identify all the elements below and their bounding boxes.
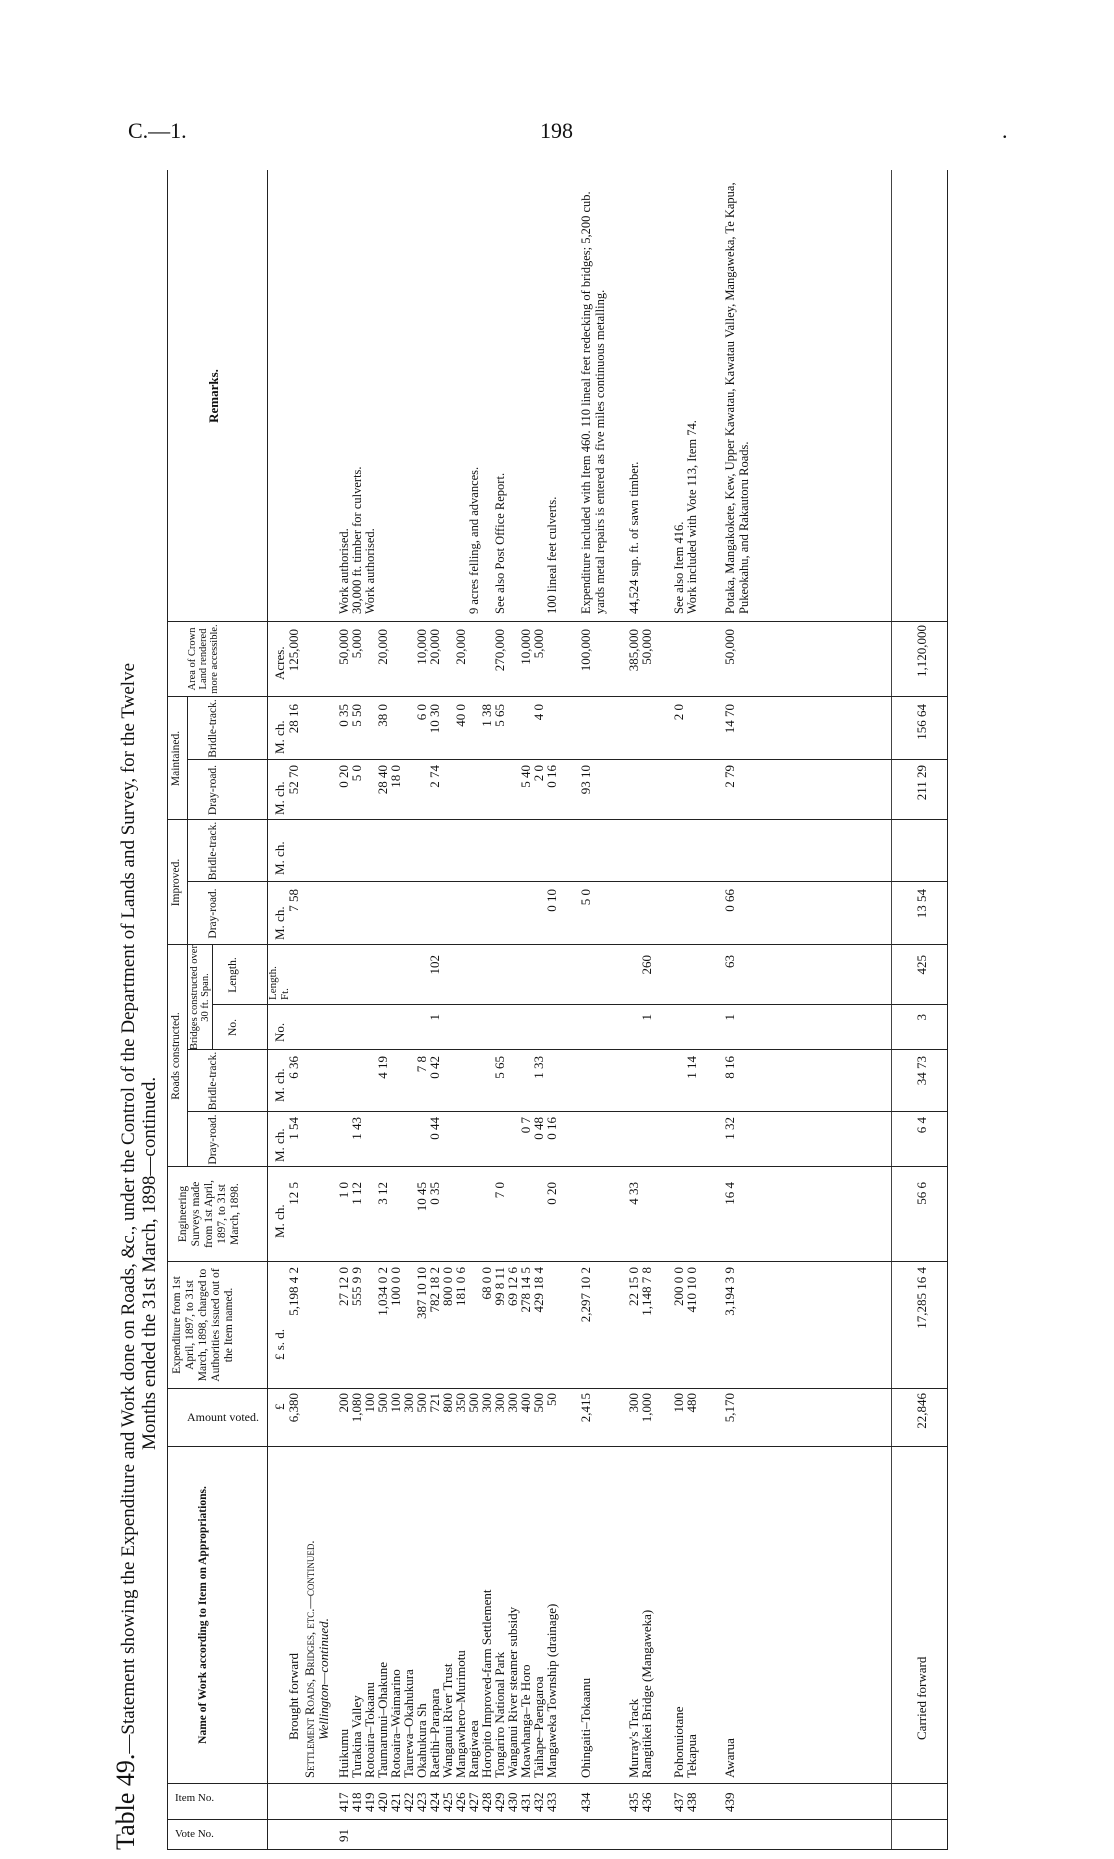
- cf-improved-dray: 13 54: [914, 889, 929, 919]
- expenditure-cell: 1,034 0 2: [375, 1267, 390, 1316]
- amount-voted-cell: 500: [375, 1393, 390, 1413]
- maintained-dray-cell: 2 74: [427, 765, 442, 788]
- col-rule-15: [167, 621, 947, 622]
- remarks-cell: 30,000 ft. timber for culverts.: [350, 466, 364, 614]
- group-subheader-rule: [187, 697, 188, 1167]
- header-maintained-bridle: Bridle-track.: [207, 699, 219, 758]
- maintained-bridle-cell: 6 0: [414, 704, 429, 721]
- area-acres-cell: 385,000: [626, 629, 641, 672]
- item-no-cell: 431: [518, 1792, 533, 1812]
- amount-voted-cell: 500: [531, 1393, 546, 1413]
- col-rule-7: [187, 1111, 947, 1112]
- remarks-cell: Work included with Vote 113, Item 74.: [685, 420, 699, 614]
- work-name-cell: Okahukura Sh: [414, 1703, 429, 1778]
- unit-surveys: M. ch.: [272, 1204, 287, 1238]
- bf-expenditure: 5,198 4 2: [286, 1267, 301, 1316]
- expenditure-cell: 68 0 0: [479, 1267, 494, 1300]
- bf-surveys: 12 5: [286, 1182, 301, 1205]
- maintained-dray-cell: 0 20: [336, 765, 351, 788]
- item-no-cell: 429: [492, 1792, 507, 1812]
- area-acres-cell: 270,000: [492, 629, 507, 672]
- surveys-cell: 16 4: [722, 1182, 737, 1205]
- surveys-cell: 7 0: [492, 1182, 507, 1199]
- expenditure-cell: 387 10 10: [414, 1267, 429, 1319]
- header-roads-dray: Dray-road.: [207, 1114, 219, 1165]
- remarks-cell: Expenditure included with Item 460. 110 lineal feet redecking of bridges; 5,200 cub. yards metal repairs is entered as five miles continuous metalling.: [579, 191, 607, 614]
- work-name-cell: Huikumu: [336, 1728, 351, 1778]
- remarks-cell: 9 acres felling, and advances.: [467, 466, 481, 614]
- table-bottom-rule: [947, 170, 948, 1850]
- area-acres-cell: 10,000: [518, 629, 533, 665]
- item-no-cell: 418: [349, 1792, 364, 1812]
- amount-voted-cell: 480: [684, 1393, 699, 1413]
- header-maintained-dray: Dray-road.: [207, 764, 219, 816]
- constructed-bridle-cell: 5 65: [492, 1056, 507, 1079]
- maintained-dray-cell: 93 10: [578, 765, 593, 795]
- work-name-cell: Tekapua: [684, 1734, 699, 1778]
- unit-amount: £: [272, 1403, 287, 1410]
- col-rule-1: [167, 1819, 947, 1820]
- header-remarks: Remarks.: [206, 369, 221, 423]
- work-name-cell: Rotoaira–Tokaanu: [362, 1682, 377, 1778]
- cf-amount: 22,846: [914, 1393, 929, 1429]
- bridges-length-cell: 260: [639, 955, 654, 975]
- unit-improved-bridle: M. ch.: [272, 841, 287, 875]
- amount-voted-cell: 5,170: [722, 1393, 737, 1423]
- constructed-bridle-cell: 7 8: [414, 1056, 429, 1073]
- expenditure-cell: 800 0 0: [440, 1267, 455, 1306]
- constructed-dray-cell: 1 32: [722, 1117, 737, 1140]
- bf-amount: 6,380: [286, 1393, 301, 1423]
- unit-ft: Ft.: [279, 988, 291, 1000]
- item-no-cell: 421: [388, 1792, 403, 1812]
- page-dot: .: [1002, 118, 1008, 143]
- cf-dray: 6 4: [914, 1117, 929, 1134]
- amount-voted-cell: 500: [466, 1393, 481, 1413]
- constructed-dray-cell: 0 44: [427, 1117, 442, 1140]
- work-name-cell: Taihape–Paengaroa: [531, 1676, 546, 1778]
- bf-maintained-bridle: 28 16: [286, 704, 301, 734]
- remarks-cell: See also Item 416.: [672, 521, 686, 614]
- surveys-cell: 10 45: [414, 1182, 429, 1212]
- expenditure-cell: 27 12 0: [336, 1267, 351, 1306]
- work-name-cell: Rangiwaea: [466, 1720, 481, 1778]
- improved-dray-cell: 0 10: [544, 889, 559, 912]
- bridges-length-cell: 63: [722, 955, 737, 968]
- maintained-dray-cell: 2 0: [531, 765, 546, 782]
- constructed-bridle-cell: 0 42: [427, 1056, 442, 1079]
- item-no-cell: 430: [505, 1792, 520, 1812]
- expenditure-cell: 3,194 3 9: [722, 1267, 737, 1316]
- amount-voted-cell: 350: [453, 1393, 468, 1413]
- expenditure-cell: 278 14 5: [518, 1267, 533, 1313]
- item-no-cell: 437: [671, 1792, 686, 1812]
- cf-area: 1,120,000: [914, 625, 929, 677]
- item-no-cell: 419: [362, 1792, 377, 1812]
- table-number: Table 49.: [111, 1753, 140, 1850]
- amount-voted-cell: 300: [505, 1393, 520, 1413]
- maintained-dray-cell: 5 40: [518, 765, 533, 788]
- expenditure-cell: 1,148 7 8: [639, 1267, 654, 1316]
- header-area: Area of Crown Land rendered more accessible.: [187, 624, 220, 694]
- constructed-bridle-cell: 1 14: [684, 1056, 699, 1079]
- work-name-cell: Horopito Improved-farm Settlement: [479, 1589, 494, 1778]
- header-bottom-rule: [267, 170, 268, 1850]
- header-engineering-surveys: Engineering Surveys made from 1st April, 1897, to 31st March, 1898.: [177, 1179, 241, 1249]
- cf-maintained-dray: 211 29: [914, 765, 929, 801]
- rotated-table-page: [111, 170, 1114, 1850]
- work-name-cell: Raetihi–Parapara: [427, 1688, 442, 1778]
- maintained-dray-cell: 5 0: [349, 765, 364, 782]
- area-acres-cell: 50,000: [336, 629, 351, 665]
- expenditure-cell: 69 12 6: [505, 1267, 520, 1306]
- item-no-cell: 425: [440, 1792, 455, 1812]
- remarks-cell: Potaka, Mangakokete, Kew, Upper Kawatau, Kawatau Valley, Mangaweka, Te Kapua, Pukeokahu, and Rakautoru Roads.: [723, 182, 751, 614]
- maintained-bridle-cell: 40 0: [453, 704, 468, 727]
- bridges-subrule: [212, 945, 213, 1050]
- amount-voted-cell: 1,080: [349, 1393, 364, 1423]
- work-name-cell: Wanganui River steamer subsidy: [505, 1606, 520, 1778]
- area-acres-cell: 20,000: [453, 629, 468, 665]
- bf-maintained-dray: 52 70: [286, 765, 301, 795]
- item-no-cell: 422: [401, 1792, 416, 1812]
- work-name-cell: Wanganui River Trust: [440, 1663, 455, 1778]
- remarks-cell: Work authorised.: [337, 528, 351, 614]
- header-bridges-length: Length.: [227, 957, 239, 993]
- section-settlement: Settlement Roads, Bridges, etc.—continued.: [303, 1540, 317, 1778]
- improved-dray-cell: 0 66: [722, 889, 737, 912]
- unit-bridges-length: [267, 966, 291, 1000]
- unit-maintained-dray: M. ch.: [272, 781, 287, 815]
- cf-maintained-bridle: 156 64: [914, 704, 929, 740]
- maintained-bridle-cell: 5 65: [492, 704, 507, 727]
- item-no-cell: 438: [684, 1792, 699, 1812]
- col-rule-4: [167, 1388, 947, 1389]
- bridges-no-cell: 1: [722, 1014, 737, 1021]
- unit-acres: Acres.: [272, 646, 287, 680]
- maintained-bridle-cell: 4 0: [531, 704, 546, 721]
- bf-area: 125,000: [286, 629, 301, 672]
- header-name-of-work: Name of Work according to Item on Appropriations.: [197, 1486, 209, 1744]
- work-name-cell: Rotoaira–Waimarino: [388, 1669, 403, 1778]
- item-no-cell: 420: [375, 1792, 390, 1812]
- table-title: [111, 170, 165, 1850]
- constructed-bridle-cell: 8 16: [722, 1056, 737, 1079]
- brought-forward-label: Brought forward: [286, 1652, 301, 1740]
- header-bridges: Bridges constructed over 30 ft. Span.: [189, 945, 211, 1050]
- maintained-bridle-cell: 2 0: [671, 704, 686, 721]
- remarks-cell: Work authorised.: [363, 528, 377, 614]
- amount-voted-cell: 50: [544, 1393, 559, 1406]
- amount-voted-cell: 400: [518, 1393, 533, 1413]
- work-name-cell: Taurewa–Okahukura: [401, 1669, 416, 1778]
- header-item-no: Item No.: [175, 1792, 215, 1804]
- amount-voted-cell: 100: [362, 1393, 377, 1413]
- item-no-cell: 427: [466, 1792, 481, 1812]
- area-acres-cell: 5,000: [531, 629, 546, 659]
- statement-table: [167, 170, 987, 1850]
- item-no-cell: 428: [479, 1792, 494, 1812]
- expenditure-cell: 99 8 11: [492, 1267, 507, 1306]
- bridges-no-cell: 1: [639, 1014, 654, 1021]
- work-name-cell: Awarua: [722, 1738, 737, 1778]
- table-top-rule: [167, 170, 168, 1850]
- work-name-cell: Moawhanga–Te Horo: [518, 1664, 533, 1778]
- work-name-cell: Turakina Valley: [349, 1695, 364, 1778]
- expenditure-cell: 181 0 6: [453, 1267, 468, 1306]
- item-no-cell: 433: [544, 1792, 559, 1812]
- bf-improved-dray: 7 58: [286, 889, 301, 912]
- amount-voted-cell: 300: [492, 1393, 507, 1413]
- constructed-dray-cell: 0 16: [544, 1117, 559, 1140]
- item-no-cell: 439: [722, 1792, 737, 1812]
- item-no-cell: 417: [336, 1792, 351, 1812]
- item-no-cell: 436: [639, 1792, 654, 1812]
- remarks-cell: See also Post Office Report.: [493, 472, 507, 614]
- unit-roads-bridle: M. ch.: [272, 1068, 287, 1102]
- cf-bridges-length: 425: [914, 955, 929, 975]
- expenditure-cell: 200 0 0: [671, 1267, 686, 1306]
- header-improved: Improved.: [170, 858, 182, 907]
- amount-voted-cell: 1,000: [639, 1393, 654, 1423]
- expenditure-cell: 22 15 0: [626, 1267, 641, 1306]
- amount-voted-cell: 721: [427, 1393, 442, 1413]
- remarks-cell: 44,524 sup. ft. of sawn timber.: [627, 461, 641, 614]
- work-name-cell: Rangitikei Bridge (Mangaweka): [639, 1609, 654, 1778]
- col-rule-13: [187, 759, 947, 760]
- amount-voted-cell: 2,415: [578, 1393, 593, 1423]
- page-number: 198: [540, 118, 573, 143]
- unit-roads-dray: M. ch.: [272, 1128, 287, 1162]
- work-name-cell: Mangaweka Township (drainage): [544, 1603, 559, 1778]
- col-rule-14: [167, 696, 947, 697]
- maintained-bridle-cell: 38 0: [375, 704, 390, 727]
- unit-bridges-no: No.: [272, 1022, 287, 1042]
- amount-voted-cell: 300: [479, 1393, 494, 1413]
- maintained-bridle-cell: 1 38: [479, 704, 494, 727]
- work-name-cell: Ohingaiti–Tokaanu: [578, 1677, 593, 1778]
- unit-length-label: Length.: [267, 966, 279, 1000]
- improved-dray-cell: 5 0: [578, 889, 593, 906]
- area-acres-cell: 20,000: [375, 629, 390, 665]
- amount-voted-cell: 100: [671, 1393, 686, 1413]
- expenditure-cell: 429 18 4: [531, 1267, 546, 1313]
- work-name-cell: Taumarunui–Ohakune: [375, 1661, 390, 1778]
- expenditure-cell: 410 10 0: [684, 1267, 699, 1313]
- col-rule-2: [167, 1783, 947, 1784]
- constructed-bridle-cell: 4 19: [375, 1056, 390, 1079]
- surveys-cell: 0 20: [544, 1182, 559, 1205]
- report-reference: C.—1.: [128, 118, 187, 143]
- surveys-cell: 3 12: [375, 1182, 390, 1205]
- work-name-cell: Murray's Track: [626, 1698, 641, 1778]
- header-roads-bridle: Bridle-track.: [207, 1051, 219, 1111]
- header-maintained: Maintained.: [170, 730, 182, 787]
- item-no-cell: 434: [578, 1792, 593, 1812]
- constructed-dray-cell: 0 48: [531, 1117, 546, 1140]
- title-line-1: —Statement showing the Expenditure and Work done on Roads, &c., under the Control of the Department of Lands and Survey, for the Twelve: [118, 662, 139, 1754]
- unit-expenditure: £ s. d.: [272, 1328, 287, 1360]
- maintained-bridle-cell: 10 30: [427, 704, 442, 734]
- area-acres-cell: 10,000: [414, 629, 429, 665]
- bf-dray: 1 54: [286, 1117, 301, 1140]
- remarks-cell: 100 lineal feet culverts.: [545, 496, 559, 614]
- cf-bridle: 34 73: [914, 1056, 929, 1086]
- maintained-dray-cell: 18 0: [388, 765, 403, 788]
- area-acres-cell: 100,000: [578, 629, 593, 672]
- area-acres-cell: 50,000: [639, 629, 654, 665]
- col-rule-0: [167, 1849, 947, 1850]
- item-no-cell: 424: [427, 1792, 442, 1812]
- expenditure-cell: 100 0 0: [388, 1267, 403, 1306]
- item-no-cell: 432: [531, 1792, 546, 1812]
- vote-number: 91: [336, 1829, 351, 1842]
- unit-improved-dray: M. ch.: [272, 906, 287, 940]
- cf-surveys: 56 6: [914, 1182, 929, 1205]
- header-vote-no: Vote No.: [175, 1828, 214, 1840]
- constructed-dray-cell: 1 43: [349, 1117, 364, 1140]
- item-no-cell: 435: [626, 1792, 641, 1812]
- area-acres-cell: 20,000: [427, 629, 442, 665]
- maintained-dray-cell: 0 16: [544, 765, 559, 788]
- cf-expenditure: 17,285 16 4: [914, 1267, 929, 1329]
- header-improved-dray: Dray-road.: [207, 888, 219, 939]
- header-bridges-no: No.: [227, 1019, 239, 1036]
- amount-voted-cell: 300: [401, 1393, 416, 1413]
- work-name-cell: Pohonuiotane: [671, 1706, 686, 1778]
- header-expenditure: Expenditure from 1st April, 1897, to 31st March, 1898, charged to Authorities issued out of the Item named.: [171, 1268, 235, 1382]
- amount-voted-cell: 500: [414, 1393, 429, 1413]
- maintained-dray-cell: 28 40: [375, 765, 390, 795]
- surveys-cell: 4 33: [626, 1182, 641, 1205]
- surveys-cell: 0 35: [427, 1182, 442, 1205]
- col-rule-9: [212, 1004, 947, 1005]
- page-header: [0, 0, 1114, 143]
- surveys-cell: 1 12: [349, 1182, 364, 1205]
- expenditure-cell: 555 9 9: [349, 1267, 364, 1306]
- title-line-2: Months ended the 31st March, 1898—continued.: [139, 1076, 160, 1450]
- col-rule-11: [187, 881, 947, 882]
- bridges-no-cell: 1: [427, 1014, 442, 1021]
- amount-voted-cell: 100: [388, 1393, 403, 1413]
- carried-forward-label: Carried forward: [914, 1656, 929, 1740]
- maintained-bridle-cell: 0 35: [336, 704, 351, 727]
- work-name-cell: Tongariro National Park: [492, 1651, 507, 1778]
- unit-maintained-bridle: M. ch.: [272, 720, 287, 754]
- constructed-bridle-cell: 1 33: [531, 1056, 546, 1079]
- area-acres-cell: 50,000: [722, 629, 737, 665]
- work-name-cell: Mangawhero–Murimotu: [453, 1650, 468, 1778]
- carried-forward-rule: [891, 170, 892, 1850]
- amount-voted-cell: 200: [336, 1393, 351, 1413]
- header-roads-constructed: Roads constructed.: [170, 1012, 182, 1100]
- cf-bridges-no: 3: [914, 1014, 929, 1021]
- expenditure-cell: 2,297 10 2: [578, 1267, 593, 1323]
- amount-voted-cell: 800: [440, 1393, 455, 1413]
- maintained-dray-cell: 2 79: [722, 765, 737, 788]
- area-acres-cell: 5,000: [349, 629, 364, 659]
- amount-voted-cell: 300: [626, 1393, 641, 1413]
- surveys-cell: 1 0: [336, 1182, 351, 1199]
- section-wellington: Wellington—continued.: [316, 1618, 331, 1740]
- bridges-length-cell: 102: [427, 955, 442, 975]
- col-rule-8: [187, 1049, 947, 1050]
- item-no-cell: 426: [453, 1792, 468, 1812]
- constructed-dray-cell: 0 7: [518, 1117, 533, 1134]
- header-improved-bridle: Bridle-track.: [207, 821, 219, 881]
- maintained-bridle-cell: 14 70: [722, 704, 737, 734]
- maintained-bridle-cell: 5 50: [349, 704, 364, 727]
- bf-bridle: 6 36: [286, 1056, 301, 1079]
- header-amount-voted: Amount voted.: [187, 1410, 259, 1424]
- expenditure-cell: 782 18 2: [427, 1267, 442, 1313]
- item-no-cell: 423: [414, 1792, 429, 1812]
